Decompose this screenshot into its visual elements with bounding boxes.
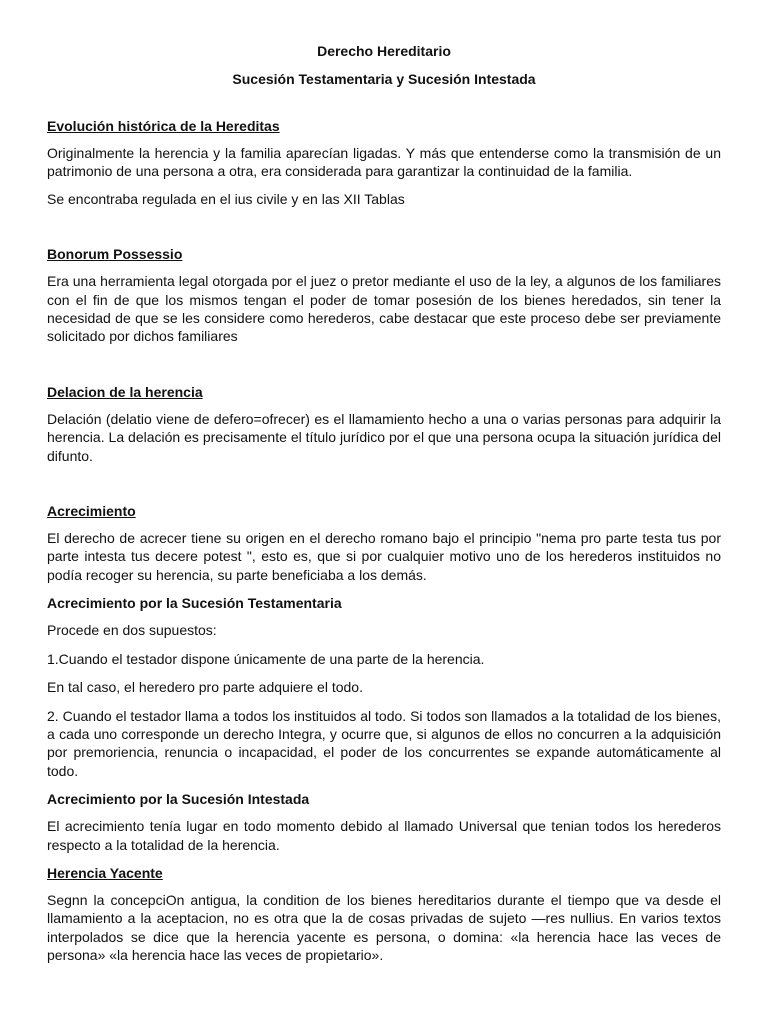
paragraph-testamentaria-4: 2. Cuando el testador llama a todos los instituidos al todo. Si todos son llamados a la totalidad de los bienes, a cada uno corresponde un derecho Integra, y ocurre que, si algunos de ellos no concurren a la adquisición por premoriencia, renuncia o incapacidad, el poder de los concurrentes se expande automáticamente al todo. [47, 707, 721, 779]
heading-acrecimiento-intestada: Acrecimiento por la Sucesión Intestada [47, 791, 310, 808]
heading-bonorum-possessio: Bonorum Possessio [47, 246, 183, 263]
paragraph-testamentaria-3: En tal caso, el heredero pro parte adquiere el todo. [47, 679, 363, 696]
heading-acrecimiento-testamentaria: Acrecimiento por la Sucesión Testamentaria [47, 595, 342, 612]
document-title: Derecho Hereditario [317, 43, 451, 59]
paragraph-bonorum-1: Era una herramienta legal otorgada por el juez o pretor mediante el uso de la ley, a algunos de los familiares con el fin de que los mismos tengan el poder de tomar posesión de los bienes heredados, sin tener la necesidad de que se les considere como herederos, cabe destacar que este proceso debe ser previamente solicitado por dichos familiares [47, 273, 721, 345]
paragraph-testamentaria-2: 1.Cuando el testador dispone únicamente de una parte de la herencia. [47, 650, 485, 667]
paragraph-intestada-1: El acrecimiento tenía lugar en todo momento debido al llamado Universal que tenian todos los herederos respecto a la totalidad de la herencia. [47, 818, 721, 853]
paragraph-testamentaria-1: Procede en dos supuestos: [47, 622, 217, 639]
paragraph-delacion-1: Delación (delatio viene de defero=ofrecer) es el llamamiento hecho a una o varias personas para adquirir la herencia. La delación es precisamente el título jurídico por el que una persona ocupa la situación jurídica del difunto. [47, 410, 721, 464]
heading-herencia-yacente: Herencia Yacente [47, 864, 163, 881]
paragraph-acrecimiento-1: El derecho de acrecer tiene su origen en el derecho romano bajo el principio "nema pro parte testa tus por parte intesta tus decere potest ", esto es, que si por cualquier motivo uno de los herederos instituidos no podía recoger su herencia, su parte beneficiaba a los demás. [47, 530, 721, 583]
paragraph-yacente-1: Segnn la concepciOn antigua, la condition de los bienes hereditarios durante el tiempo que va desde el llamamiento a la aceptacion, no es otra que la de cosas privadas de sujeto —res nullius. En varios textos interpolados se dice que la herencia yacente es persona, o domina: «la herencia hace las veces de persona» «la herencia hace las veces de propietario». [47, 891, 721, 964]
heading-acrecimiento: Acrecimiento [47, 503, 136, 520]
heading-delacion: Delacion de la herencia [47, 383, 203, 400]
paragraph-evolucion-1: Originalmente la herencia y la familia aparecían ligadas. Y más que entenderse como la transmisión de un patrimonio de una persona a otra, era considerada para garantizar la continuidad de la familia. [47, 145, 721, 180]
document-subtitle: Sucesión Testamentaria y Sucesión Intestada [232, 71, 536, 87]
paragraph-evolucion-2: Se encontraba regulada en el ius civile y en las XII Tablas [47, 190, 405, 207]
heading-evolucion: Evolución histórica de la Hereditas [47, 118, 280, 134]
